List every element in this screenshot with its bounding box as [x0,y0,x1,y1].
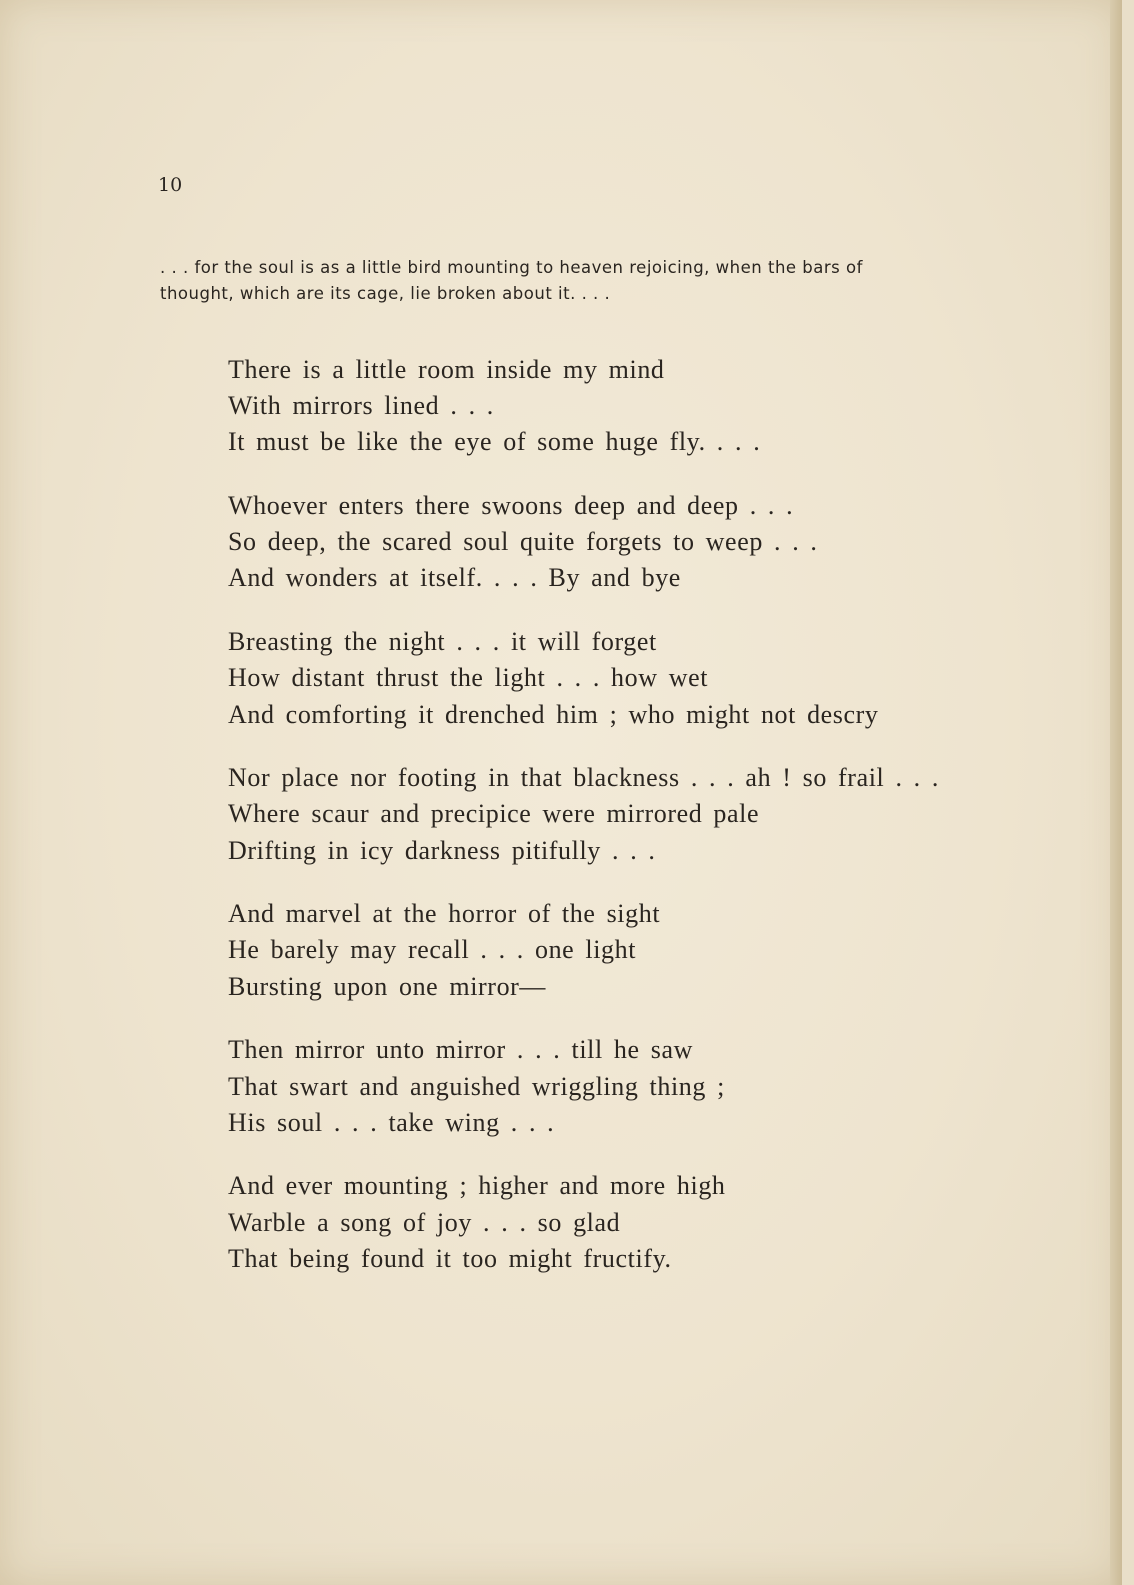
epigraph-line: thought, which are its cage, lie broken about it. . . . [160,284,611,303]
poem-line: Drifting in icy darkness pitifully . . . [228,835,656,865]
poem-line: And comforting it drenched him ; who might not descry [228,699,879,729]
poem-line: With mirrors lined . . . [228,391,494,421]
stanza-3 [228,624,939,733]
poem-line: Breasting the night . . . it will forget [228,627,657,657]
poem-line: Nor place nor footing in that blackness . . . ah ! so frail . . . [228,763,939,793]
stanza-5 [228,896,939,1005]
poem-line: His soul . . . take wing . . . [228,1107,555,1137]
page-number: 10 [158,174,183,196]
poem-line: It must be like the eye of some huge fly. . . . [228,427,761,457]
poem-line: And marvel at the horror of the sight [228,899,661,929]
stanza-7 [228,1168,939,1277]
stanza-6 [228,1032,939,1141]
poem-line: How distant thrust the light . . . how wet [228,663,709,693]
poem-line: Bursting upon one mirror— [228,971,547,1001]
poem-line: He barely may recall . . . one light [228,935,637,965]
poem-line: And ever mounting ; higher and more high [228,1171,726,1201]
stanza-4 [228,760,939,869]
page-edge [1110,0,1122,1585]
poem [228,352,939,1304]
poem-line: Where scaur and precipice were mirrored pale [228,799,760,829]
stanza-1 [228,352,939,461]
poem-line: So deep, the scared soul quite forgets to weep . . . [228,527,818,557]
poem-line: And wonders at itself. . . . By and bye [228,563,681,593]
poem-line: That being found it too might fructify. [228,1243,672,1273]
epigraph [160,255,1040,307]
epigraph-line: . . . for the soul is as a little bird mounting to heaven rejoicing, when the bars of [160,258,863,277]
poem-line: There is a little room inside my mind [228,355,665,384]
poem-line: That swart and anguished wriggling thing ; [228,1071,725,1101]
poem-line: Warble a song of joy . . . so glad [228,1207,621,1237]
poem-line: Whoever enters there swoons deep and deep . . . [228,491,794,521]
stanza-2 [228,488,939,597]
poem-line: Then mirror unto mirror . . . till he saw [228,1035,693,1065]
